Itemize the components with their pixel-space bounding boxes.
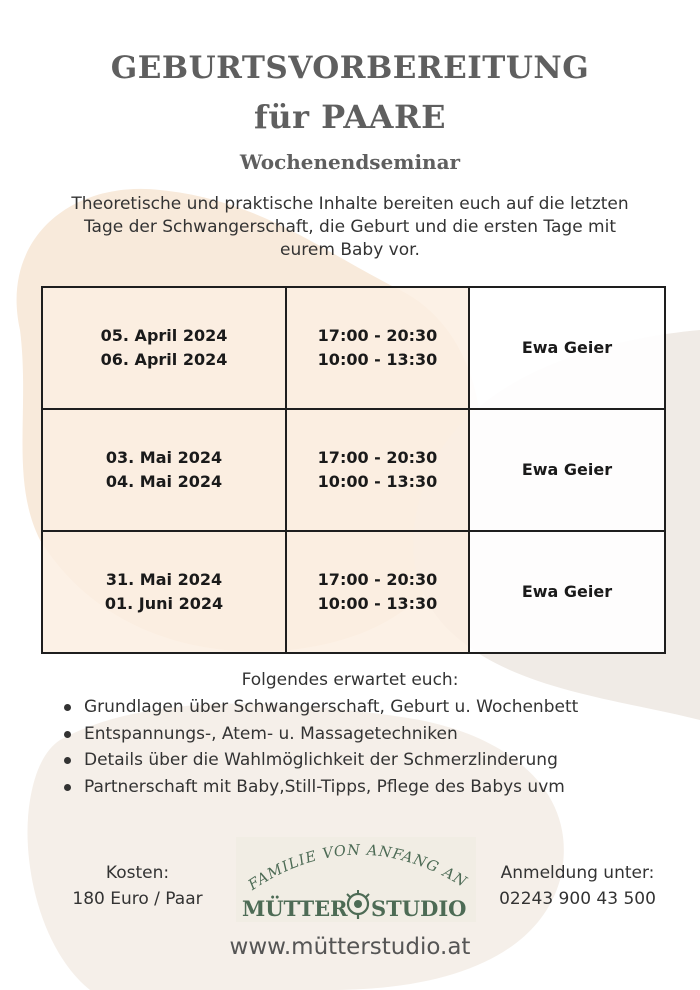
date-cell: 31. Mai 2024 01. Juni 2024 [42,531,286,653]
list-item: Details über die Wahlmöglichkeit der Schmerzlinderung [62,747,578,774]
registration-block [485,860,670,912]
expect-heading: Folgendes erwartet euch: [241,670,459,690]
mutterstudio-logo [236,837,476,922]
table-row [42,531,665,653]
table-row [42,287,665,409]
costs-label: Kosten: [105,863,170,883]
schedule-table [41,286,666,654]
list-item: Grundlagen über Schwangerschaft, Geburt u. Wochenbett [62,694,578,721]
expect-list [62,694,578,800]
intro-text: Theoretische und praktische Inhalte bereiten euch auf die letzten Tage der Schwangerschaft, die Geburt und die ersten Tage mit eurem Baby vor. [71,194,629,260]
page-title-line2: für PAARE [254,98,446,136]
instructor-cell: Ewa Geier [469,409,665,531]
date-cell: 03. Mai 2024 04. Mai 2024 [42,409,286,531]
instructor-cell: Ewa Geier [469,531,665,653]
time-cell: 17:00 - 20:30 10:00 - 13:30 [286,287,469,409]
time-cell: 17:00 - 20:30 10:00 - 13:30 [286,409,469,531]
registration-phone: 02243 900 43 500 [499,889,656,909]
costs-block [50,860,225,912]
table-row [42,409,665,531]
list-item: Entspannungs-, Atem- u. Massagetechniken [62,721,578,748]
instructor-cell: Ewa Geier [469,287,665,409]
logo-arc-text: FAMILIE VON ANFANG AN [245,842,470,894]
flower-icon [347,890,369,919]
page-title-line1: GEBURTSVORBEREITUNG [110,50,590,86]
website-url: www.mütterstudio.at [229,934,471,960]
costs-value: 180 Euro / Paar [72,889,203,909]
time-cell: 17:00 - 20:30 10:00 - 13:30 [286,531,469,653]
logo-name-right: STUDIO [371,896,467,921]
list-item: Partnerschaft mit Baby,Still-Tipps, Pflege des Babys uvm [62,774,578,801]
registration-label: Anmeldung unter: [500,863,655,883]
date-cell: 05. April 2024 06. April 2024 [42,287,286,409]
page-subtitle: Wochenendseminar [239,150,461,174]
logo-name-left: MÜTTER [242,896,348,921]
